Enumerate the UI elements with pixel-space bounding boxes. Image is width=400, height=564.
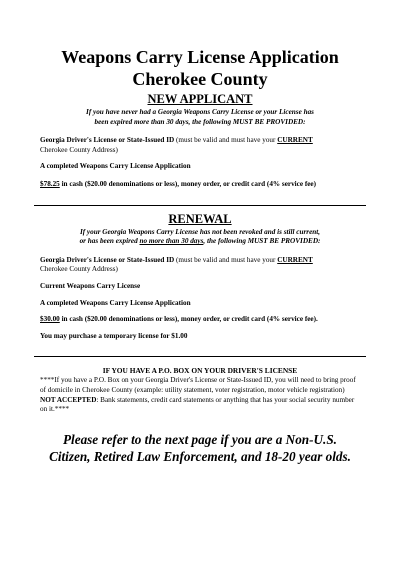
intro-line: If you have never had a Georgia Weapons Carry License or your License has — [86, 108, 314, 116]
new-application-requirement — [40, 162, 360, 172]
pobox-text-part: : Bank statements, credit card statements or anything that has your social security number on it.**** — [40, 395, 355, 414]
new-applicant-heading: NEW APPLICANT — [147, 92, 253, 106]
intro-text: or has been expired — [79, 237, 138, 246]
new-applicant-intro — [40, 108, 360, 127]
fee-text: in cash ($20.00 denominations or less), money order, or credit card (4% service fee). — [61, 315, 318, 324]
fee-amount: $30.00 — [40, 315, 60, 324]
county-title: Cherokee County — [132, 69, 268, 89]
renewal-application-requirement — [40, 299, 360, 309]
current-emphasis: CURRENT — [277, 255, 313, 264]
new-id-requirement — [40, 136, 360, 155]
current-license-label: Current Weapons Carry License — [40, 281, 141, 290]
pobox-heading: IF YOU HAVE A P.O. BOX ON YOUR DRIVER'S LICENSE — [102, 366, 298, 376]
renewal-current-license — [40, 282, 360, 292]
id-requirement-text: (must be valid and must have your — [176, 136, 276, 145]
new-fee-requirement — [40, 180, 360, 190]
temporary-license-text: You may purchase a temporary license for $1.00 — [40, 331, 188, 340]
application-requirement-label: A completed Weapons Carry License Application — [40, 298, 191, 307]
renewal-heading: RENEWAL — [168, 211, 232, 226]
section-divider — [34, 356, 366, 357]
renewal-id-requirement — [40, 256, 360, 275]
footer-line: Citizen, Retired Law Enforcement, and 18-20 year olds. — [49, 448, 351, 464]
fee-amount: $78.25 — [40, 179, 60, 188]
pobox-text-part: ****If you have a P.O. Box on your Georgia Driver's License or State-Issued ID, you will need to bring proof of domicile in Cherokee County (example: utility statement, voter registration, motor vehicle registration) — [40, 376, 356, 394]
application-requirement-label: A completed Weapons Carry License Application — [40, 162, 191, 171]
id-requirement-text: (must be valid and must have your — [176, 255, 276, 264]
footer-line: Please refer to the next page if you are a Non-U.S. — [63, 431, 337, 447]
renewal-intro — [40, 228, 360, 247]
document-title: Weapons Carry License Application — [61, 47, 339, 67]
pobox-text — [40, 376, 360, 414]
id-requirement-label: Georgia Driver's License or State-Issued ID — [40, 255, 175, 264]
fee-text: in cash ($20.00 denominations or less), money order, or credit card (4% service fee) — [61, 179, 317, 188]
renewal-fee-requirement — [40, 315, 360, 325]
id-requirement-address: Cherokee County Address) — [40, 265, 118, 274]
current-emphasis: CURRENT — [277, 136, 313, 145]
footer-note — [40, 431, 360, 465]
not-accepted-label: NOT ACCEPTED — [40, 395, 97, 404]
application-page — [0, 46, 400, 564]
intro-emphasis: no more than 30 days — [139, 237, 204, 246]
intro-line — [40, 237, 360, 247]
id-requirement-label: Georgia Driver's License or State-Issued ID — [40, 136, 175, 145]
intro-line: If your Georgia Weapons Carry License has not been revoked and is still current, — [79, 227, 321, 236]
id-requirement-address: Cherokee County Address) — [40, 145, 118, 154]
intro-line: been expired more than 30 days, the following MUST BE PROVIDED: — [94, 117, 306, 126]
section-divider — [34, 205, 366, 206]
intro-text: , the following MUST BE PROVIDED: — [203, 237, 321, 246]
temporary-license-note — [40, 332, 360, 342]
